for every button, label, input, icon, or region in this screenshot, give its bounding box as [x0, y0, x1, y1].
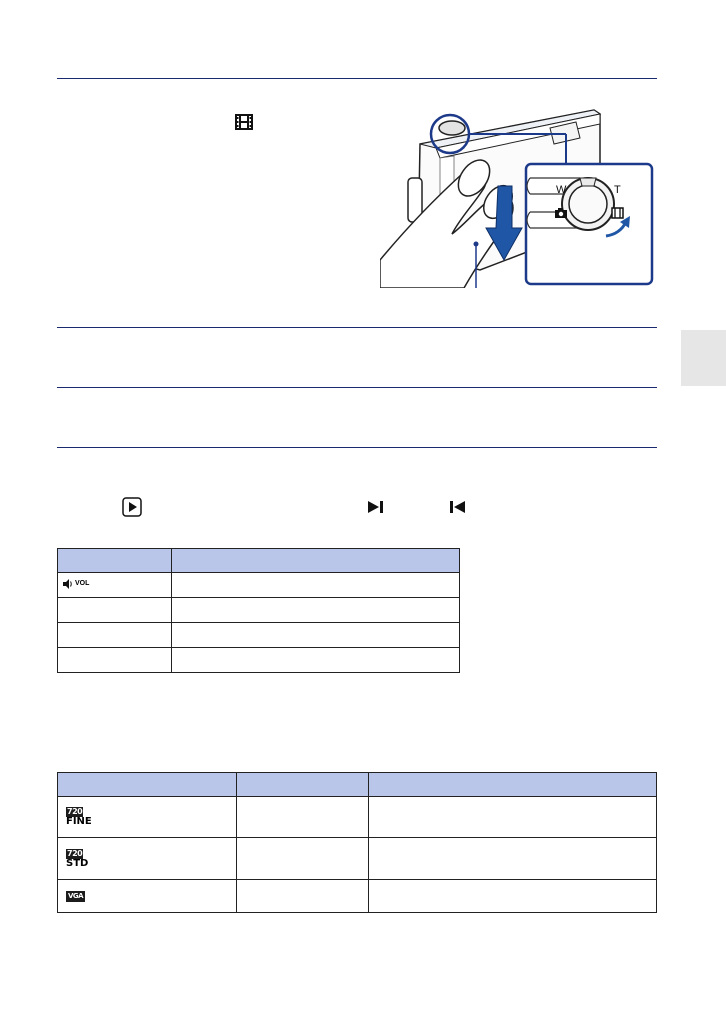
section-rule-1 [57, 78, 657, 79]
table-cell [369, 838, 657, 880]
camera-illustration [380, 104, 656, 288]
table-cell [172, 573, 460, 598]
header-cell-1 [58, 773, 237, 797]
side-index-tab [681, 330, 726, 386]
table-cell [237, 838, 369, 880]
size-cell [58, 838, 237, 880]
movie-mode-icon [234, 114, 254, 130]
table-cell [172, 648, 460, 673]
header-cell-2 [172, 549, 460, 573]
header-cell-1 [58, 549, 172, 573]
header-cell-2 [237, 773, 369, 797]
table-cell [237, 880, 369, 913]
table-row [58, 648, 460, 673]
image-size-table [57, 772, 657, 913]
section-rule-2 [57, 327, 657, 328]
table-cell [58, 598, 172, 623]
table-row [58, 598, 460, 623]
header-cell-3 [369, 773, 657, 797]
size-cell [58, 797, 237, 838]
table-header-row [58, 773, 657, 797]
720-fine-icon: 720 FINE [66, 807, 92, 827]
table-cell [369, 797, 657, 838]
section-rule-4 [57, 447, 657, 448]
table-row [58, 573, 460, 598]
table-row [58, 838, 657, 880]
table-cell [237, 797, 369, 838]
vga-icon: VGA [68, 892, 84, 900]
next-icon [367, 500, 385, 514]
volume-cell [58, 573, 172, 598]
table-header-row [58, 549, 460, 573]
table-cell [58, 648, 172, 673]
zoom-tele-label: T [614, 184, 621, 196]
size-cell [58, 880, 237, 913]
volume-table [57, 548, 460, 673]
volume-icon-text: VOL [75, 580, 90, 587]
table-cell [172, 598, 460, 623]
movie-mode-icon [612, 208, 623, 218]
volume-icon [62, 578, 89, 590]
previous-icon [448, 500, 466, 514]
section-rule-3 [57, 387, 657, 388]
table-cell [172, 623, 460, 648]
table-cell [369, 880, 657, 913]
zoom-wide-label: W [556, 184, 567, 196]
720-std-icon: 720 STD [66, 848, 89, 869]
playback-button-icon [122, 497, 142, 517]
table-row [58, 880, 657, 913]
table-row [58, 623, 460, 648]
table-cell [58, 623, 172, 648]
table-row [58, 797, 657, 838]
